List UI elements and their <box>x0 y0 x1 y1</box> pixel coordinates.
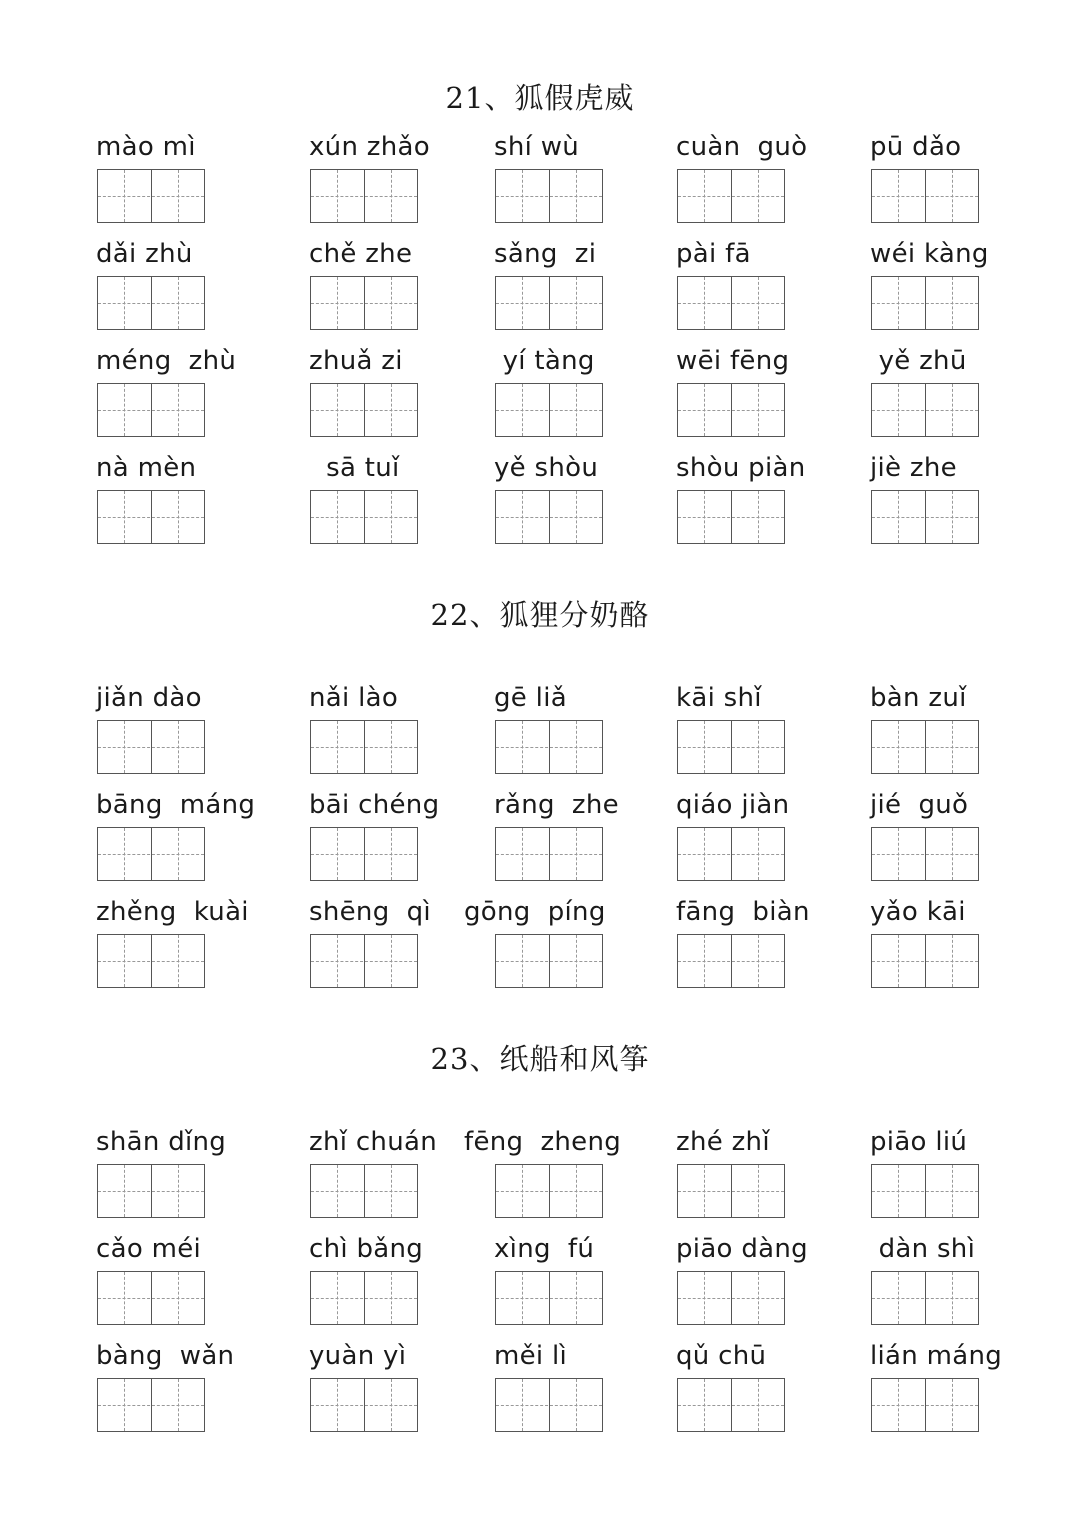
pinyin-label: shòu piàn <box>676 453 806 483</box>
pinyin-label: shēng qì <box>309 897 431 927</box>
guide-line <box>898 491 899 543</box>
guide-line <box>704 1379 705 1431</box>
writing-box[interactable] <box>495 276 603 330</box>
guide-line <box>311 410 417 411</box>
writing-box[interactable] <box>310 720 418 774</box>
writing-box[interactable] <box>97 1271 205 1325</box>
guide-line <box>758 170 759 222</box>
writing-box[interactable] <box>495 490 603 544</box>
pinyin-label: méng zhù <box>96 346 237 376</box>
guide-line <box>952 1165 953 1217</box>
guide-line <box>311 961 417 962</box>
pinyin-label: cǎo méi <box>96 1234 202 1264</box>
guide-line <box>337 170 338 222</box>
writing-box[interactable] <box>97 383 205 437</box>
pinyin-label: měi lì <box>494 1341 568 1371</box>
guide-line <box>522 1272 523 1324</box>
guide-line <box>678 196 784 197</box>
word-item <box>309 683 524 778</box>
pinyin-label: mào mì <box>96 132 196 162</box>
guide-line <box>178 721 179 773</box>
word-item <box>870 346 1080 441</box>
word-item <box>676 453 891 548</box>
word-item <box>309 1234 524 1329</box>
guide-line <box>311 196 417 197</box>
writing-box[interactable] <box>310 1164 418 1218</box>
guide-line <box>758 935 759 987</box>
guide-line <box>704 277 705 329</box>
guide-line <box>898 1165 899 1217</box>
guide-line <box>311 747 417 748</box>
guide-line <box>678 1191 784 1192</box>
pinyin-label: dǎi zhù <box>96 239 193 269</box>
guide-line <box>178 828 179 880</box>
section-title: 22、狐狸分奶酪 <box>430 598 650 632</box>
pinyin-label: cuàn guò <box>676 132 808 162</box>
guide-line <box>391 170 392 222</box>
guide-line <box>522 170 523 222</box>
word-item <box>870 683 1080 778</box>
guide-line <box>178 384 179 436</box>
word-item <box>96 1234 311 1329</box>
word-item <box>870 897 1080 992</box>
word-item <box>676 790 891 885</box>
guide-line <box>872 747 978 748</box>
guide-line <box>522 828 523 880</box>
writing-box[interactable] <box>871 383 979 437</box>
pinyin-label: qiáo jiàn <box>676 790 790 820</box>
word-item <box>676 1127 891 1222</box>
pinyin-label: jié guǒ <box>870 790 969 820</box>
guide-line <box>576 828 577 880</box>
word-item <box>870 1341 1080 1436</box>
pinyin-label: zhěng kuài <box>96 897 249 927</box>
writing-box[interactable] <box>310 276 418 330</box>
pinyin-label: chě zhe <box>309 239 413 269</box>
writing-box[interactable] <box>677 490 785 544</box>
pinyin-label: lián máng <box>870 1341 1003 1371</box>
guide-line <box>98 1298 204 1299</box>
writing-box[interactable] <box>97 827 205 881</box>
guide-line <box>124 384 125 436</box>
guide-line <box>758 721 759 773</box>
word-item <box>309 790 524 885</box>
pinyin-label: gē liǎ <box>494 683 567 713</box>
pinyin-label: sǎng zi <box>494 239 597 269</box>
writing-box[interactable] <box>495 827 603 881</box>
pinyin-label: chì bǎng <box>309 1234 424 1264</box>
word-item <box>676 683 891 778</box>
writing-box[interactable] <box>495 1164 603 1218</box>
pinyin-label: yě shòu <box>494 453 599 483</box>
word-item <box>870 790 1080 885</box>
writing-box[interactable] <box>97 1164 205 1218</box>
guide-line <box>337 828 338 880</box>
writing-box[interactable] <box>495 1378 603 1432</box>
guide-line <box>758 1165 759 1217</box>
guide-line <box>576 491 577 543</box>
guide-line <box>898 170 899 222</box>
guide-line <box>311 1405 417 1406</box>
guide-line <box>337 1272 338 1324</box>
guide-line <box>576 170 577 222</box>
guide-line <box>124 1379 125 1431</box>
pinyin-label: piāo dàng <box>676 1234 808 1264</box>
guide-line <box>496 303 602 304</box>
guide-line <box>678 1298 784 1299</box>
guide-line <box>678 410 784 411</box>
writing-box[interactable] <box>495 720 603 774</box>
writing-box[interactable] <box>97 934 205 988</box>
guide-line <box>872 410 978 411</box>
guide-line <box>337 277 338 329</box>
pinyin-label: fēng zheng <box>464 1127 622 1157</box>
pinyin-label: pū dǎo <box>870 132 962 162</box>
word-item <box>309 346 524 441</box>
guide-line <box>98 961 204 962</box>
writing-box[interactable] <box>871 934 979 988</box>
guide-line <box>872 303 978 304</box>
guide-line <box>178 1379 179 1431</box>
guide-line <box>124 828 125 880</box>
writing-box[interactable] <box>677 827 785 881</box>
guide-line <box>704 491 705 543</box>
word-item <box>676 1234 891 1329</box>
section-title: 23、纸船和风筝 <box>430 1042 650 1076</box>
word-item <box>870 132 1080 227</box>
guide-line <box>124 721 125 773</box>
guide-line <box>124 491 125 543</box>
guide-line <box>391 721 392 773</box>
guide-line <box>678 517 784 518</box>
guide-line <box>124 935 125 987</box>
guide-line <box>311 1191 417 1192</box>
guide-line <box>98 410 204 411</box>
guide-line <box>391 1379 392 1431</box>
guide-line <box>898 721 899 773</box>
guide-line <box>178 1272 179 1324</box>
guide-line <box>391 935 392 987</box>
guide-line <box>872 961 978 962</box>
guide-line <box>758 1379 759 1431</box>
word-item <box>870 1127 1080 1222</box>
pinyin-label: shí wù <box>494 132 580 162</box>
writing-box[interactable] <box>677 383 785 437</box>
word-item <box>309 239 524 334</box>
writing-box[interactable] <box>97 276 205 330</box>
word-item <box>870 1234 1080 1329</box>
guide-line <box>952 170 953 222</box>
guide-line <box>704 935 705 987</box>
writing-box[interactable] <box>871 1164 979 1218</box>
writing-box[interactable] <box>310 1271 418 1325</box>
guide-line <box>952 491 953 543</box>
guide-line <box>898 384 899 436</box>
pinyin-label: yí tàng <box>494 346 595 376</box>
word-item <box>870 239 1080 334</box>
writing-box[interactable] <box>97 169 205 223</box>
guide-line <box>758 277 759 329</box>
guide-line <box>758 384 759 436</box>
pinyin-label: fāng biàn <box>676 897 810 927</box>
word-item <box>96 897 311 992</box>
guide-line <box>704 384 705 436</box>
guide-line <box>576 935 577 987</box>
pinyin-label: wēi fēng <box>676 346 790 376</box>
guide-line <box>576 1272 577 1324</box>
guide-line <box>704 1272 705 1324</box>
guide-line <box>124 277 125 329</box>
guide-line <box>124 1165 125 1217</box>
writing-box[interactable] <box>677 276 785 330</box>
guide-line <box>98 1405 204 1406</box>
word-item <box>96 346 311 441</box>
writing-box[interactable] <box>871 1271 979 1325</box>
guide-line <box>678 854 784 855</box>
pinyin-label: gōng píng <box>464 897 606 927</box>
pinyin-label: jiǎn dào <box>96 683 202 713</box>
guide-line <box>898 828 899 880</box>
guide-line <box>898 277 899 329</box>
pinyin-label: zhuǎ zi <box>309 346 403 376</box>
pinyin-label: yuàn yì <box>309 1341 407 1371</box>
word-item <box>96 683 311 778</box>
guide-line <box>952 1272 953 1324</box>
pinyin-label: zhé zhǐ <box>676 1127 770 1157</box>
writing-box[interactable] <box>310 827 418 881</box>
writing-box[interactable] <box>871 276 979 330</box>
pinyin-label: bāng máng <box>96 790 256 820</box>
guide-line <box>704 1165 705 1217</box>
guide-line <box>178 935 179 987</box>
writing-box[interactable] <box>310 383 418 437</box>
pinyin-label: wéi kàng <box>870 239 989 269</box>
writing-box[interactable] <box>97 720 205 774</box>
guide-line <box>952 828 953 880</box>
guide-line <box>704 828 705 880</box>
guide-line <box>872 517 978 518</box>
guide-line <box>391 384 392 436</box>
guide-line <box>522 384 523 436</box>
guide-line <box>496 196 602 197</box>
word-item <box>309 132 524 227</box>
word-item <box>96 453 311 548</box>
pinyin-label: nǎi lào <box>309 683 399 713</box>
pinyin-label: jiè zhe <box>870 453 957 483</box>
word-item <box>676 897 891 992</box>
guide-line <box>522 491 523 543</box>
guide-line <box>496 410 602 411</box>
guide-line <box>311 517 417 518</box>
guide-line <box>758 828 759 880</box>
guide-line <box>704 721 705 773</box>
guide-line <box>98 1191 204 1192</box>
writing-box[interactable] <box>871 490 979 544</box>
pinyin-label: qǔ chū <box>676 1341 767 1371</box>
guide-line <box>704 170 705 222</box>
guide-line <box>98 747 204 748</box>
guide-line <box>522 1165 523 1217</box>
guide-line <box>496 1298 602 1299</box>
guide-line <box>872 1298 978 1299</box>
guide-line <box>496 517 602 518</box>
guide-line <box>391 1272 392 1324</box>
pinyin-label: bāi chéng <box>309 790 440 820</box>
pinyin-label: zhǐ chuán <box>309 1127 437 1157</box>
guide-line <box>496 1405 602 1406</box>
pinyin-label: xìng fú <box>494 1234 595 1264</box>
word-item <box>96 1341 311 1436</box>
guide-line <box>952 277 953 329</box>
guide-line <box>898 1272 899 1324</box>
guide-line <box>678 303 784 304</box>
guide-line <box>98 854 204 855</box>
guide-line <box>678 961 784 962</box>
word-item <box>676 346 891 441</box>
writing-box[interactable] <box>677 1271 785 1325</box>
word-item <box>96 239 311 334</box>
guide-line <box>872 854 978 855</box>
guide-line <box>311 854 417 855</box>
word-item <box>309 453 524 548</box>
word-item <box>676 239 891 334</box>
guide-line <box>758 1272 759 1324</box>
word-item <box>96 790 311 885</box>
guide-line <box>678 747 784 748</box>
pinyin-label: bàng wǎn <box>96 1341 235 1371</box>
guide-line <box>337 1379 338 1431</box>
guide-line <box>311 1298 417 1299</box>
guide-line <box>522 277 523 329</box>
writing-box[interactable] <box>677 1378 785 1432</box>
guide-line <box>311 303 417 304</box>
guide-line <box>496 1191 602 1192</box>
guide-line <box>678 1405 784 1406</box>
word-item <box>676 132 891 227</box>
writing-box[interactable] <box>871 1378 979 1432</box>
word-item <box>676 1341 891 1436</box>
guide-line <box>496 854 602 855</box>
guide-line <box>576 1379 577 1431</box>
guide-line <box>872 196 978 197</box>
guide-line <box>496 961 602 962</box>
guide-line <box>178 491 179 543</box>
guide-line <box>337 935 338 987</box>
writing-box[interactable] <box>495 169 603 223</box>
guide-line <box>178 277 179 329</box>
word-item <box>96 1127 311 1222</box>
guide-line <box>391 828 392 880</box>
writing-box[interactable] <box>310 490 418 544</box>
pinyin-label: nà mèn <box>96 453 197 483</box>
guide-line <box>178 170 179 222</box>
pinyin-label: bàn zuǐ <box>870 683 967 713</box>
guide-line <box>758 491 759 543</box>
pinyin-label: sā tuǐ <box>309 453 400 483</box>
guide-line <box>872 1191 978 1192</box>
writing-box[interactable] <box>310 1378 418 1432</box>
pinyin-label: yǎo kāi <box>870 897 966 927</box>
writing-box[interactable] <box>495 1271 603 1325</box>
pinyin-label: xún zhǎo <box>309 132 430 162</box>
pinyin-label: dàn shì <box>870 1234 976 1264</box>
word-item <box>870 453 1080 548</box>
writing-box[interactable] <box>495 934 603 988</box>
writing-box[interactable] <box>97 1378 205 1432</box>
guide-line <box>576 384 577 436</box>
guide-line <box>337 491 338 543</box>
guide-line <box>391 277 392 329</box>
word-item <box>96 132 311 227</box>
guide-line <box>124 1272 125 1324</box>
guide-line <box>337 1165 338 1217</box>
pinyin-label: kāi shǐ <box>676 683 762 713</box>
writing-box[interactable] <box>677 1164 785 1218</box>
guide-line <box>337 721 338 773</box>
writing-box[interactable] <box>677 934 785 988</box>
guide-line <box>496 747 602 748</box>
writing-box[interactable] <box>677 720 785 774</box>
guide-line <box>98 196 204 197</box>
pinyin-label: piāo liú <box>870 1127 968 1157</box>
word-item <box>309 1341 524 1436</box>
guide-line <box>872 1405 978 1406</box>
pinyin-label: rǎng zhe <box>494 790 619 820</box>
writing-box[interactable] <box>871 827 979 881</box>
guide-line <box>98 303 204 304</box>
pinyin-label: yě zhū <box>870 346 967 376</box>
guide-line <box>952 721 953 773</box>
section-title: 21、狐假虎威 <box>445 81 635 115</box>
pinyin-label: pài fā <box>676 239 751 269</box>
guide-line <box>576 277 577 329</box>
writing-box[interactable] <box>310 169 418 223</box>
guide-line <box>337 384 338 436</box>
guide-line <box>124 170 125 222</box>
writing-box[interactable] <box>871 169 979 223</box>
writing-box[interactable] <box>871 720 979 774</box>
guide-line <box>98 517 204 518</box>
writing-box[interactable] <box>677 169 785 223</box>
writing-box[interactable] <box>97 490 205 544</box>
guide-line <box>952 935 953 987</box>
guide-line <box>522 1379 523 1431</box>
guide-line <box>898 1379 899 1431</box>
guide-line <box>391 1165 392 1217</box>
guide-line <box>952 384 953 436</box>
guide-line <box>522 721 523 773</box>
pinyin-label: shān dǐng <box>96 1127 227 1157</box>
guide-line <box>576 721 577 773</box>
guide-line <box>391 491 392 543</box>
guide-line <box>522 935 523 987</box>
writing-box[interactable] <box>495 383 603 437</box>
guide-line <box>178 1165 179 1217</box>
writing-box[interactable] <box>310 934 418 988</box>
guide-line <box>898 935 899 987</box>
guide-line <box>952 1379 953 1431</box>
guide-line <box>576 1165 577 1217</box>
